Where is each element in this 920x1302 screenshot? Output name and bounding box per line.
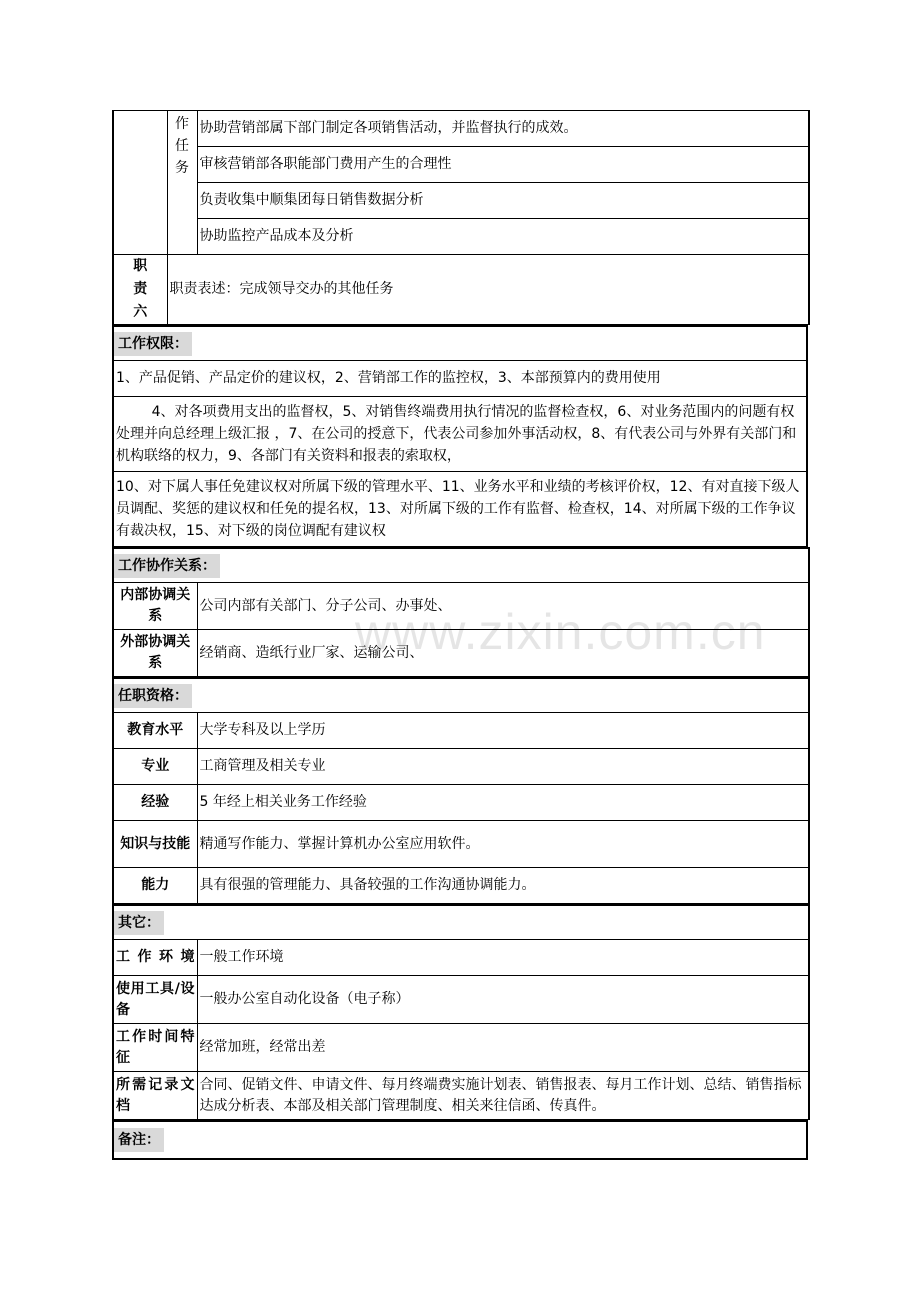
task-side-char: 务 (175, 160, 189, 176)
task-side-char: 作 (175, 116, 189, 132)
experience-value: 5 年经上相关业务工作经验 (197, 785, 809, 821)
duty6-char: 六 (133, 304, 148, 320)
internal-coordination-label: 内部协调关系 (113, 583, 197, 630)
remarks-table (112, 1120, 808, 1160)
external-coordination-label: 外部协调关系 (113, 630, 197, 677)
required-documents-label: 所需记录文档 (113, 1072, 197, 1120)
task-item: 审核营销部各职能部门费用产生的合理性 (197, 147, 809, 183)
duty6-text: 职责表述：完成领导交办的其他任务 (167, 255, 809, 325)
cooperation-header-cell (113, 548, 809, 583)
cooperation-table (112, 547, 810, 677)
required-documents-value: 合同、促销文件、申请文件、每月终端费实施计划表、销售报表、每月工作计划、总结、销售指标达成分析表、本部及相关部门管理制度、相关来往信函、传真件。 (197, 1072, 809, 1120)
work-time-value: 经常加班，经常出差 (197, 1024, 809, 1072)
internal-coordination-value: 公司内部有关部门、分子公司、办事处、 (197, 583, 809, 630)
watermark: www.zixin.com.cn (355, 604, 766, 660)
blank-label-cell (113, 111, 167, 255)
remarks-header-cell (113, 1121, 807, 1159)
other-header: 其它： (114, 911, 164, 935)
work-environment-label: 工作环境 (113, 940, 197, 976)
authority-header-cell (113, 326, 807, 361)
task-item: 负责收集中顺集团每日销售数据分析 (197, 183, 809, 219)
education-value: 大学专科及以上学历 (197, 713, 809, 749)
other-header-cell (113, 905, 809, 940)
task-side-label (167, 111, 197, 255)
tools-equipment-value: 一般办公室自动化设备（电子称） (197, 976, 809, 1024)
duty6-char: 责 (133, 281, 148, 297)
major-value: 工商管理及相关专业 (197, 749, 809, 785)
task-table (112, 110, 810, 325)
qualification-header-cell (113, 678, 809, 713)
cooperation-header: 工作协作关系： (114, 554, 220, 578)
qualification-header: 任职资格： (114, 684, 192, 708)
experience-label: 经验 (113, 785, 197, 821)
task-side-char: 任 (175, 138, 189, 154)
knowledge-skill-label: 知识与技能 (113, 821, 197, 868)
major-label: 专业 (113, 749, 197, 785)
task-item: 协助监控产品成本及分析 (197, 219, 809, 255)
qualification-table (112, 677, 810, 904)
tools-equipment-label: 使用工具/设备 (113, 976, 197, 1024)
authority-paragraph-3: 10、对下属人事任免建议权对所属下级的管理水平、11、业务水平和业绩的考核评价权，12、有对直接下级人员调配、奖惩的建议权和任免的提名权，13、对所属下级的工作有监督、检查权，14、对所属下级的工作争议有裁决权，15、对下级的岗位调配有建议权 (113, 472, 807, 547)
knowledge-skill-value: 精通写作能力、掌握计算机办公室应用软件。 (197, 821, 809, 868)
authority-paragraph-2: 4、对各项费用支出的监督权，5、对销售终端费用执行情况的监督检查权，6、对业务范围内的问题有权处理并向总经理上级汇报 ，7、在公司的授意下，代表公司参加外事活动权，8、有代表公司与外界有关部门和机构联络的权力，9、各部门有关资料和报表的索取权， (113, 397, 807, 472)
work-time-label: 工作时间特征 (113, 1024, 197, 1072)
job-description-sheet (112, 110, 808, 1160)
task-item: 协助营销部属下部门制定各项销售活动，并监督执行的成效。 (197, 111, 809, 147)
remarks-header: 备注： (114, 1128, 164, 1152)
authority-header: 工作权限： (114, 332, 192, 356)
education-label: 教育水平 (113, 713, 197, 749)
ability-label: 能力 (113, 868, 197, 904)
external-coordination-value: 经销商、造纸行业厂家、运输公司、 (197, 630, 809, 677)
duty6-char: 职 (133, 258, 148, 274)
authority-table (112, 325, 808, 547)
other-table (112, 904, 810, 1120)
duty6-label (113, 255, 167, 325)
ability-value: 具有很强的管理能力、具备较强的工作沟通协调能力。 (197, 868, 809, 904)
authority-paragraph-1: 1、产品促销、产品定价的建议权，2、营销部工作的监控权，3、本部预算内的费用使用 (113, 361, 807, 397)
work-environment-value: 一般工作环境 (197, 940, 809, 976)
